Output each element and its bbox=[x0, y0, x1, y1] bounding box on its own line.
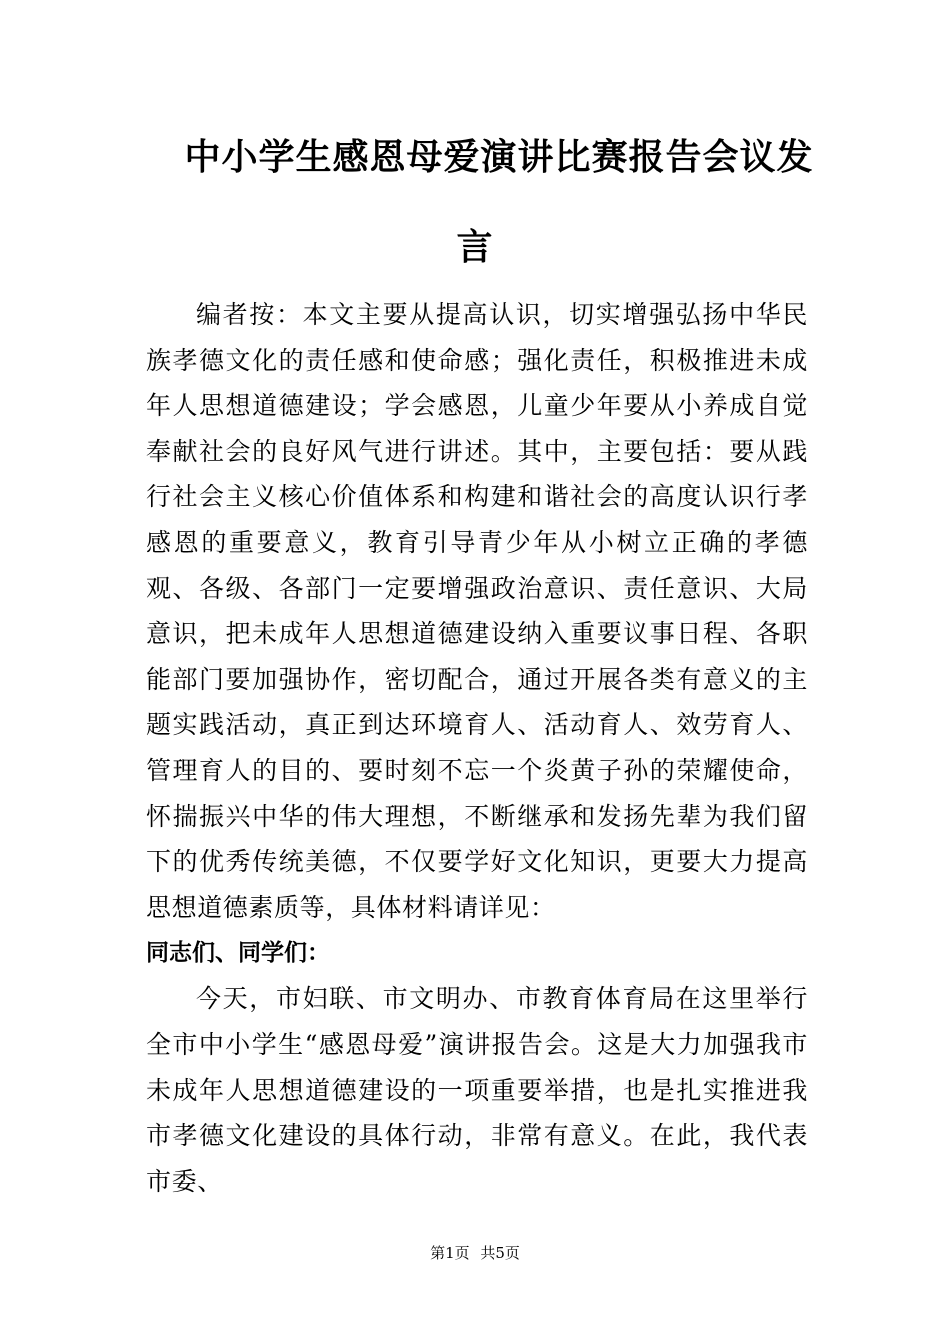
salutation: 同志们、同学们： bbox=[146, 940, 330, 967]
editor-note-paragraph: 编者按：本文主要从提高认识，切实增强弘扬中华民族孝德文化的责任感和使命感；强化责任，积极推进未成年人思想道德建设；学会感恩，儿童少年要从小养成自觉奉献社会的良好风气进行讲述。其中，主要包括：要从践行社会主义核心价值体系和构建和谐社会的高度认识行孝感恩的重要意义，教育引导青少年从小树立正确的孝德观、各级、各部门一定要增强政治意识、责任意识、大局意识，把未成年人思想道德建设纳入重要议事日程、各职能部门要加强协作，密切配合，通过开展各类有意义的主题实践活动，真正到达环境育人、活动育人、效劳育人、管理育人的目的、要时刻不忘一个炎黄子孙的荣耀使命，怀揣振兴中华的伟大理想，不断继承和发扬先辈为我们留下的优秀传统美德，不仅要学好文化知识，更要大力提高思想道德素质等，具体材料请详见： bbox=[146, 300, 808, 922]
document-body bbox=[146, 292, 808, 1204]
document-title-line-1: 中小学生感恩母爱演讲比赛报告会议发 bbox=[184, 137, 814, 178]
page-number: 第1页 bbox=[430, 1244, 470, 1262]
page-total: 共5页 bbox=[480, 1244, 520, 1262]
page-footer bbox=[0, 1243, 950, 1263]
speech-paragraph: 今天，市妇联、市文明办、市教育体育局在这里举行全市中小学生“感恩母爱”演讲报告会。这是大力加强我市未成年人思想道德建设的一项重要举措，也是扎实推进我市孝德文化建设的具体行动，非常有意义。在此，我代表市委、 bbox=[146, 984, 808, 1196]
document-title-line-2: 言 bbox=[456, 227, 494, 268]
